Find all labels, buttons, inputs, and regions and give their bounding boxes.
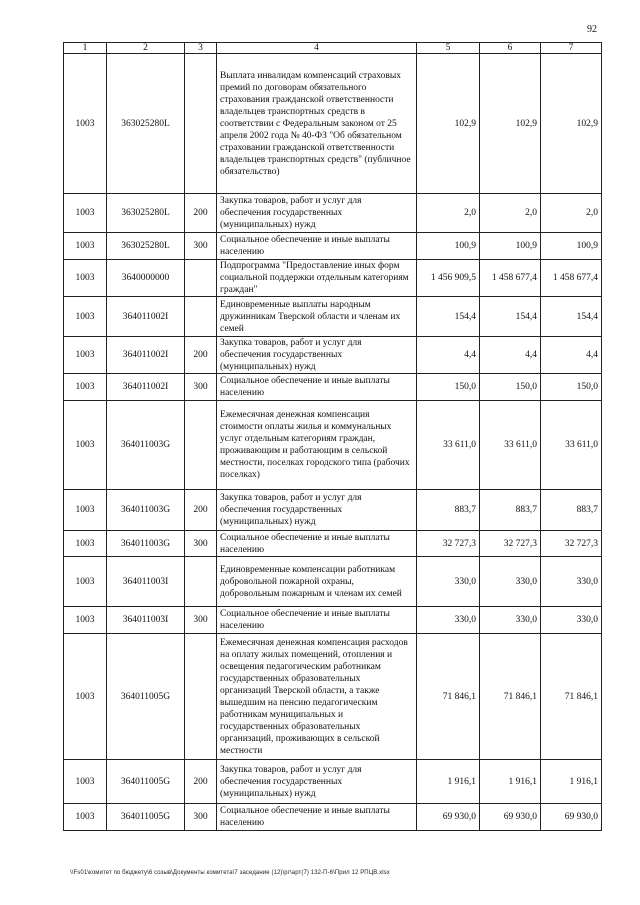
expense-type-cell bbox=[185, 557, 217, 607]
amount-cell-7: 100,9 bbox=[541, 233, 602, 260]
amount-cell-7: 1 458 677,4 bbox=[541, 260, 602, 297]
item-name-cell: Подпрограмма "Предоставление иных форм социальной поддержки отдельным категориям граждан" bbox=[217, 260, 417, 297]
table-row bbox=[64, 607, 602, 634]
amount-cell-7: 32 727,3 bbox=[541, 531, 602, 557]
expense-type-cell bbox=[185, 401, 217, 490]
amount-cell-6: 4,4 bbox=[480, 337, 541, 374]
amount-cell-7: 33 611,0 bbox=[541, 401, 602, 490]
section-cell: 1003 bbox=[64, 490, 107, 531]
amount-cell-6: 33 611,0 bbox=[480, 401, 541, 490]
amount-cell-5: 4,4 bbox=[417, 337, 480, 374]
amount-cell-6: 330,0 bbox=[480, 607, 541, 634]
item-name-cell: Социальное обеспечение и иные выплаты населению bbox=[217, 233, 417, 260]
target-code-cell: 363025280L bbox=[107, 54, 185, 194]
target-code-cell: 364011005G bbox=[107, 634, 185, 760]
expense-type-cell bbox=[185, 297, 217, 337]
target-code-cell: 364011002I bbox=[107, 337, 185, 374]
table-row bbox=[64, 260, 602, 297]
header-cell: 6 bbox=[480, 43, 541, 54]
item-name-cell: Социальное обеспечение и иные выплаты населению bbox=[217, 607, 417, 634]
amount-cell-5: 32 727,3 bbox=[417, 531, 480, 557]
item-name-cell: Закупка товаров, работ и услуг для обеспечения государственных (муниципальных) нужд bbox=[217, 760, 417, 804]
amount-cell-6: 883,7 bbox=[480, 490, 541, 531]
amount-cell-7: 330,0 bbox=[541, 557, 602, 607]
amount-cell-7: 883,7 bbox=[541, 490, 602, 531]
expense-type-cell: 300 bbox=[185, 531, 217, 557]
section-cell: 1003 bbox=[64, 634, 107, 760]
table-row bbox=[64, 531, 602, 557]
amount-cell-5: 330,0 bbox=[417, 607, 480, 634]
item-name-cell: Закупка товаров, работ и услуг для обеспечения государственных (муниципальных) нужд bbox=[217, 337, 417, 374]
amount-cell-6: 330,0 bbox=[480, 557, 541, 607]
expense-type-cell: 300 bbox=[185, 804, 217, 831]
table-row bbox=[64, 804, 602, 831]
header-cell: 4 bbox=[217, 43, 417, 54]
amount-cell-7: 330,0 bbox=[541, 607, 602, 634]
amount-cell-7: 154,4 bbox=[541, 297, 602, 337]
amount-cell-5: 154,4 bbox=[417, 297, 480, 337]
amount-cell-6: 1 458 677,4 bbox=[480, 260, 541, 297]
amount-cell-7: 4,4 bbox=[541, 337, 602, 374]
target-code-cell: 364011003I bbox=[107, 557, 185, 607]
table-row bbox=[64, 490, 602, 531]
section-cell: 1003 bbox=[64, 531, 107, 557]
section-cell: 1003 bbox=[64, 337, 107, 374]
expense-type-cell: 200 bbox=[185, 760, 217, 804]
amount-cell-6: 32 727,3 bbox=[480, 531, 541, 557]
expense-type-cell: 200 bbox=[185, 194, 217, 233]
section-cell: 1003 bbox=[64, 557, 107, 607]
item-name-cell: Единовременные выплаты народным дружинникам Тверской области и членам их семей bbox=[217, 297, 417, 337]
table-row bbox=[64, 194, 602, 233]
table-row bbox=[64, 401, 602, 490]
table-row bbox=[64, 760, 602, 804]
header-cell: 2 bbox=[107, 43, 185, 54]
table-row bbox=[64, 634, 602, 760]
section-cell: 1003 bbox=[64, 194, 107, 233]
header-cell: 3 bbox=[185, 43, 217, 54]
amount-cell-7: 71 846,1 bbox=[541, 634, 602, 760]
header-row bbox=[64, 43, 602, 54]
file-path-footer: \\Fs01\комитет по бюджету\6 созыв\Документы комитета\7 заседание (12)\рг\арт(7) 132-П-6\Прил 12 РПЦВ.xlsx bbox=[70, 870, 390, 876]
item-name-cell: Социальное обеспечение и иные выплаты населению bbox=[217, 804, 417, 831]
expense-type-cell bbox=[185, 260, 217, 297]
amount-cell-5: 100,9 bbox=[417, 233, 480, 260]
expense-type-cell: 300 bbox=[185, 374, 217, 401]
target-code-cell: 364011003G bbox=[107, 401, 185, 490]
target-code-cell: 364011003I bbox=[107, 607, 185, 634]
item-name-cell: Социальное обеспечение и иные выплаты населению bbox=[217, 374, 417, 401]
target-code-cell: 364011005G bbox=[107, 804, 185, 831]
target-code-cell: 3640000000 bbox=[107, 260, 185, 297]
amount-cell-5: 330,0 bbox=[417, 557, 480, 607]
target-code-cell: 363025280L bbox=[107, 233, 185, 260]
amount-cell-7: 102,9 bbox=[541, 54, 602, 194]
amount-cell-6: 2,0 bbox=[480, 194, 541, 233]
item-name-cell: Ежемесячная денежная компенсация расходов на оплату жилых помещений, отопления и освещения педагогическим работникам государственных образовательных организаций Тверской области, а также вышедшим на пенсию педагогическим работникам муниципальных и государственных образовательных организаций, проживающих в сельской местности bbox=[217, 634, 417, 760]
target-code-cell: 364011002I bbox=[107, 297, 185, 337]
amount-cell-6: 150,0 bbox=[480, 374, 541, 401]
table-row bbox=[64, 337, 602, 374]
amount-cell-6: 102,9 bbox=[480, 54, 541, 194]
table-row bbox=[64, 54, 602, 194]
section-cell: 1003 bbox=[64, 607, 107, 634]
item-name-cell: Ежемесячная денежная компенсация стоимости оплаты жилья и коммунальных услуг отдельным категориям граждан, проживающим и работающим в сельской местности, поселках городского типа (рабочих поселках) bbox=[217, 401, 417, 490]
amount-cell-5: 150,0 bbox=[417, 374, 480, 401]
expense-type-cell bbox=[185, 634, 217, 760]
section-cell: 1003 bbox=[64, 297, 107, 337]
amount-cell-7: 2,0 bbox=[541, 194, 602, 233]
amount-cell-6: 100,9 bbox=[480, 233, 541, 260]
section-cell: 1003 bbox=[64, 760, 107, 804]
table-row bbox=[64, 374, 602, 401]
amount-cell-5: 2,0 bbox=[417, 194, 480, 233]
amount-cell-5: 71 846,1 bbox=[417, 634, 480, 760]
target-code-cell: 364011002I bbox=[107, 374, 185, 401]
item-name-cell: Социальное обеспечение и иные выплаты населению bbox=[217, 531, 417, 557]
expense-type-cell: 300 bbox=[185, 607, 217, 634]
amount-cell-5: 33 611,0 bbox=[417, 401, 480, 490]
amount-cell-5: 883,7 bbox=[417, 490, 480, 531]
section-cell: 1003 bbox=[64, 401, 107, 490]
amount-cell-7: 1 916,1 bbox=[541, 760, 602, 804]
amount-cell-7: 69 930,0 bbox=[541, 804, 602, 831]
section-cell: 1003 bbox=[64, 374, 107, 401]
amount-cell-5: 1 456 909,5 bbox=[417, 260, 480, 297]
amount-cell-5: 69 930,0 bbox=[417, 804, 480, 831]
expense-type-cell bbox=[185, 54, 217, 194]
budget-table bbox=[63, 42, 602, 831]
expense-type-cell: 300 bbox=[185, 233, 217, 260]
item-name-cell: Закупка товаров, работ и услуг для обеспечения государственных (муниципальных) нужд bbox=[217, 490, 417, 531]
amount-cell-6: 71 846,1 bbox=[480, 634, 541, 760]
header-cell: 7 bbox=[541, 43, 602, 54]
item-name-cell: Единовременные компенсации работникам добровольной пожарной охраны, добровольным пожарным и членам их семей bbox=[217, 557, 417, 607]
item-name-cell: Закупка товаров, работ и услуг для обеспечения государственных (муниципальных) нужд bbox=[217, 194, 417, 233]
table-row bbox=[64, 233, 602, 260]
target-code-cell: 364011003G bbox=[107, 490, 185, 531]
item-name-cell: Выплата инвалидам компенсаций страховых премий по договорам обязательного страхования гражданской ответственности владельцев транспортных средств в соответствии с Федеральным законом от 25 апреля 2002 года № 40-ФЗ "Об обязательном страховании гражданской ответственности владельцев транспортных средств" (публичное обязательство) bbox=[217, 54, 417, 194]
target-code-cell: 363025280L bbox=[107, 194, 185, 233]
page-number: 92 bbox=[587, 24, 597, 35]
target-code-cell: 364011005G bbox=[107, 760, 185, 804]
section-cell: 1003 bbox=[64, 54, 107, 194]
section-cell: 1003 bbox=[64, 260, 107, 297]
header-cell: 1 bbox=[64, 43, 107, 54]
header-cell: 5 bbox=[417, 43, 480, 54]
target-code-cell: 364011003G bbox=[107, 531, 185, 557]
amount-cell-6: 154,4 bbox=[480, 297, 541, 337]
table-row bbox=[64, 297, 602, 337]
table-row bbox=[64, 557, 602, 607]
amount-cell-7: 150,0 bbox=[541, 374, 602, 401]
amount-cell-6: 1 916,1 bbox=[480, 760, 541, 804]
expense-type-cell: 200 bbox=[185, 337, 217, 374]
amount-cell-6: 69 930,0 bbox=[480, 804, 541, 831]
section-cell: 1003 bbox=[64, 233, 107, 260]
expense-type-cell: 200 bbox=[185, 490, 217, 531]
section-cell: 1003 bbox=[64, 804, 107, 831]
amount-cell-5: 1 916,1 bbox=[417, 760, 480, 804]
amount-cell-5: 102,9 bbox=[417, 54, 480, 194]
